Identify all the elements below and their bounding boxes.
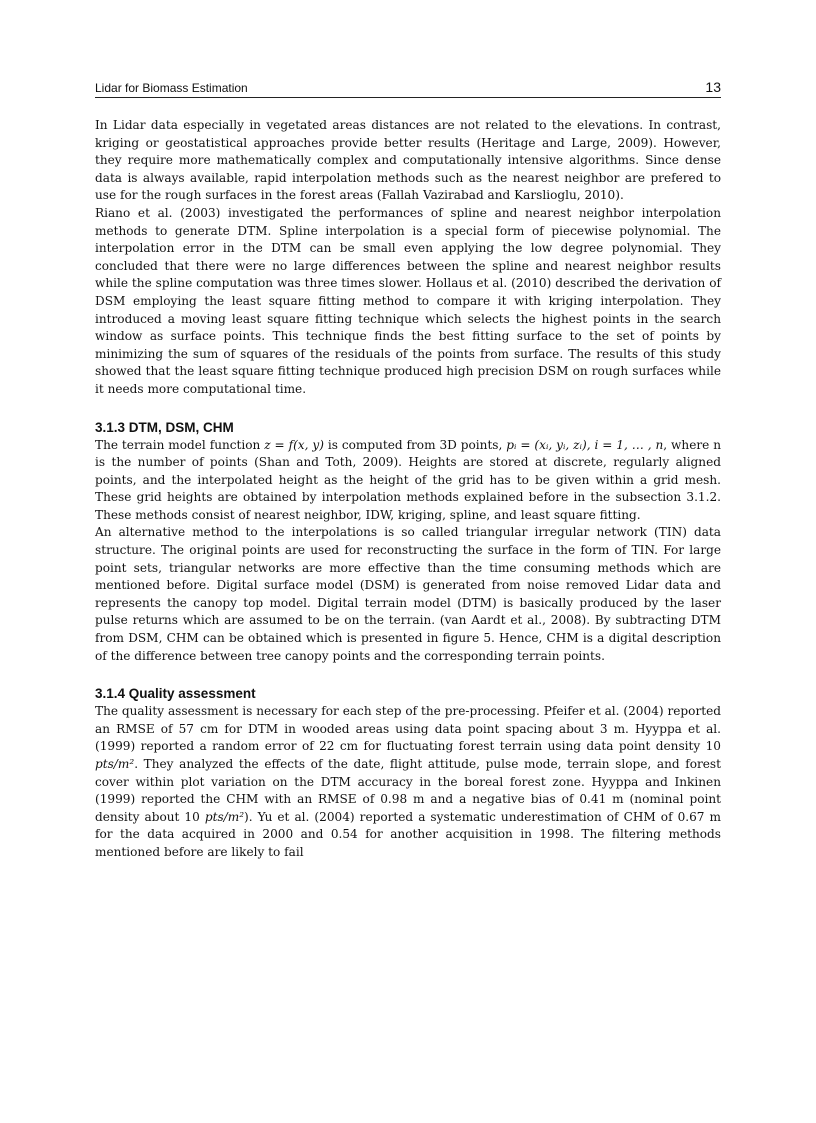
paragraph: An alternative method to the interpolations is so called triangular irregular network (TIN) data structure. The original points are used for reconstructing the surface in the form of TIN. For large point sets, triangular networks are more effective than the time consuming methods which are mentioned before. Digital surface model (DSM) is generated from noise removed Lidar data and represents the canopy top model. Digital terrain model (DTM) is basically produced by the laser pulse returns which are assumed to be on the terrain. (van Aardt et al., 2008). By subtracting DTM from DSM, CHM can be obtained which is presented in figure 5. Hence, CHM is a digital description of the difference between tree canopy points and the corresponding terrain points. [95, 525, 721, 663]
page-body [95, 117, 721, 862]
running-title: Lidar for Biomass Estimation [95, 81, 248, 95]
paragraph: In Lidar data especially in vegetated areas distances are not related to the elevations. In contrast, kriging or geostatistical approaches provide better results (Heritage and Large, 2009). However, they require more mathematically complex and computationally intensive algorithms. Since dense data is always available, rapid interpolation methods such as the nearest neighbor are prefered to use for the rough surfaces in the forest areas (Fallah Vazirabad and Karslioglu, 2010). [95, 118, 721, 203]
unit: pts/m² [204, 809, 245, 824]
paragraph: The terrain model function z = f(x, y) is computed from 3D points, pᵢ = (xᵢ, yᵢ, zᵢ), i = 1, … , n, where n is the number of points (Shan and Toth, 2009). Heights are stored at discrete, regularly aligned points, and the interpolated height as the height of the grid has to be given within a grid mesh. These grid heights are obtained by interpolation methods explained before in the subsection 3.1.2. These methods consist of nearest neighbor, IDW, kriging, spline, and least square fitting. [95, 437, 721, 522]
paragraph: Riano et al. (2003) investigated the performances of spline and nearest neighbor interpolation methods to generate DTM. Spline interpolation is a special form of piecewise polynomial. The interpolation error in the DTM can be small even applying the low degree polynomial. They concluded that there were no large differences between the spline and nearest neighbor results while the spline computation was three times slower. Hollaus et al. (2010) described the derivation of DSM employing the least square fitting method to compare it with kriging interpolation. They introduced a moving least square fitting technique which selects the highest points in the search window as surface points. This technique finds the best fitting surface to the set of points by minimizing the sum of squares of the residuals of the points from surface. The results of this study showed that the least square fitting technique produced high precision DSM on rough surfaces while it needs more computational time. [95, 205, 721, 396]
section-heading: 3.1.3 DTM, DSM, CHM [95, 419, 234, 435]
equation: z = f(x, y) [264, 437, 324, 452]
equation: pᵢ = (xᵢ, yᵢ, zᵢ), i = 1, … , n [506, 437, 664, 452]
unit: pts/m² [95, 757, 135, 771]
paragraph: The quality assessment is necessary for each step of the pre-processing. Pfeifer et al. (2004) reported an RMSE of 57 cm for DTM in wooded areas using data point spacing about 3 m. Hyyppa et al. (1999) reported a random error of 22 cm for fluctuating forest terrain using data point density 10 pts/m². They analyzed the effects of the date, flight attitude, pulse mode, terrain slope, and forest cover within plot variation on the DTM accuracy in the boreal forest zone. Hyyppa and Inkinen (1999) reported the CHM with an RMSE of 0.98 m and a negative bias of 0.41 m (nominal point density about 10 pts/m²). Yu et al. (2004) reported a systematic underestimation of CHM of 0.67 m for the data acquired in 2000 and 0.54 for another acquisition in 1998. The filtering methods mentioned before are likely to fail [95, 704, 722, 859]
page-number: 13 [705, 79, 721, 95]
running-header [95, 79, 721, 98]
section-heading: 3.1.4 Quality assessment [95, 686, 256, 702]
